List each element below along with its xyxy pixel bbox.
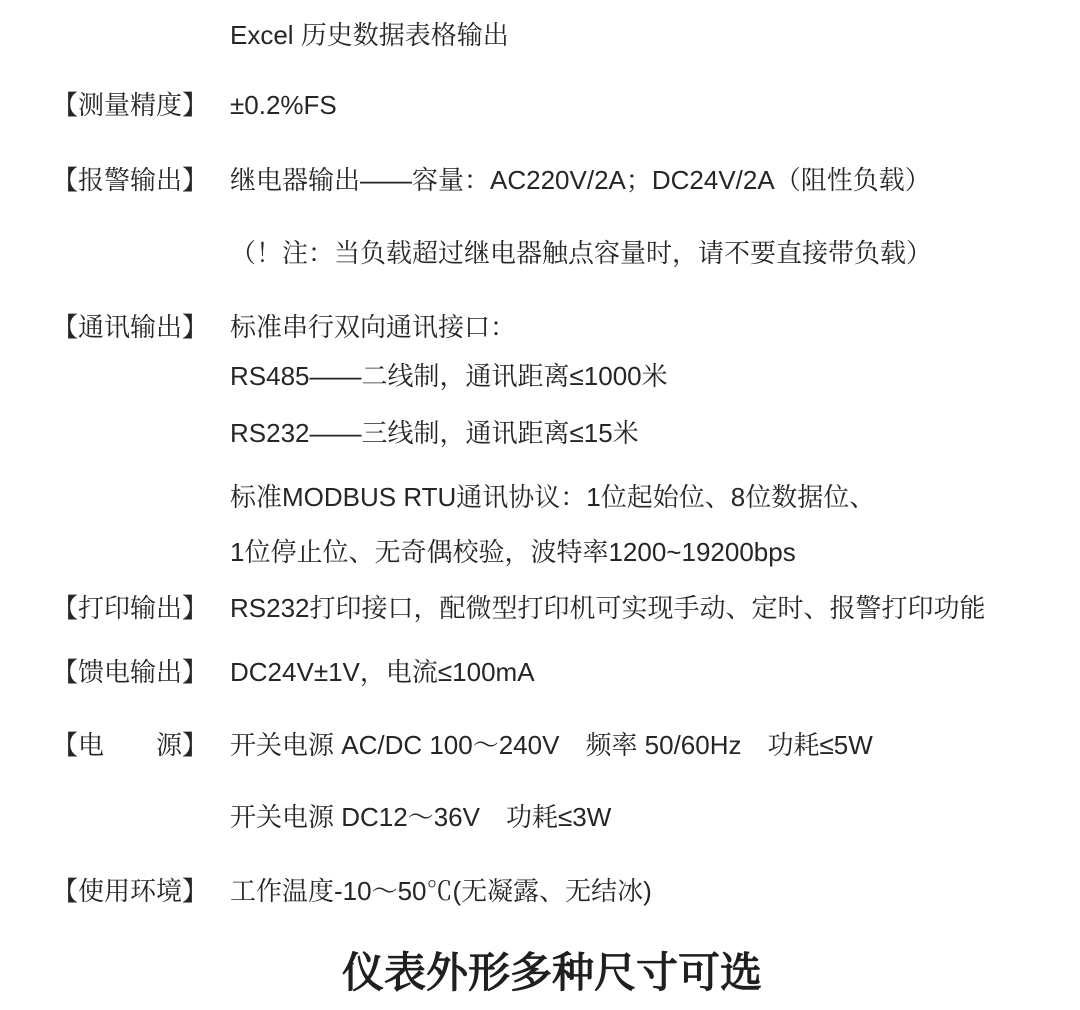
spec-row-excel-export xyxy=(0,17,1080,53)
spec-text: RS232打印接口，配微型打印机可实现手动、定时、报警打印功能 xyxy=(230,593,986,623)
spec-text: 标准MODBUS RTU通讯协议：1位起始位、8位数据位、 xyxy=(230,482,876,512)
spec-row-feed-output xyxy=(0,654,1080,690)
spec-row-rs232 xyxy=(0,415,1080,451)
spec-row-print-output xyxy=(0,590,1080,626)
spec-text: 标准串行双向通讯接口： xyxy=(230,312,517,342)
spec-row-alarm-output xyxy=(0,162,1080,198)
spec-text: RS485——二线制，通讯距离≤1000米 xyxy=(230,361,668,391)
spec-row-modbus xyxy=(0,479,1080,515)
spec-text: 开关电源 DC12～36V 功耗≤3W xyxy=(230,802,612,832)
spec-label: 【使用环境】 xyxy=(52,876,209,906)
spec-row-rs485 xyxy=(0,358,1080,394)
spec-row-measure-accuracy xyxy=(0,87,1080,123)
spec-text: 工作温度-10～50℃(无凝露、无结冰) xyxy=(230,876,652,906)
spec-label: 【打印输出】 xyxy=(52,593,209,623)
spec-row-comm-output xyxy=(0,309,1080,345)
spec-text: 1位停止位、无奇偶校验，波特率1200~19200bps xyxy=(230,537,796,567)
spec-label: 【通讯输出】 xyxy=(52,312,209,342)
spec-text: DC24V±1V，电流≤100mA xyxy=(230,657,535,687)
spec-label: 【测量精度】 xyxy=(52,90,209,120)
spec-label: 【馈电输出】 xyxy=(52,657,209,687)
spec-row-power-supply-dc xyxy=(0,799,1080,835)
spec-text: RS232——三线制，通讯距离≤15米 xyxy=(230,418,639,448)
spec-row-environment xyxy=(0,873,1080,909)
spec-label: 【报警输出】 xyxy=(52,165,209,195)
spec-label: 【电 源】 xyxy=(52,730,209,760)
spec-row-alarm-note xyxy=(0,235,1080,271)
spec-text: 开关电源 AC/DC 100～240V 频率 50/60Hz 功耗≤5W xyxy=(230,730,873,760)
spec-text: 继电器输出——容量：AC220V/2A；DC24V/2A（阻性负载） xyxy=(230,165,931,195)
spec-text: （！注：当负载超过继电器触点容量时，请不要直接带负载） xyxy=(230,238,933,268)
spec-text: Excel 历史数据表格输出 xyxy=(230,20,509,50)
spec-text: ±0.2%FS xyxy=(230,90,337,120)
section-title-dimensions: 仪表外形多种尺寸可选 xyxy=(342,949,763,996)
spec-row-modbus-cont xyxy=(0,534,1080,570)
spec-row-power-supply xyxy=(0,727,1080,763)
